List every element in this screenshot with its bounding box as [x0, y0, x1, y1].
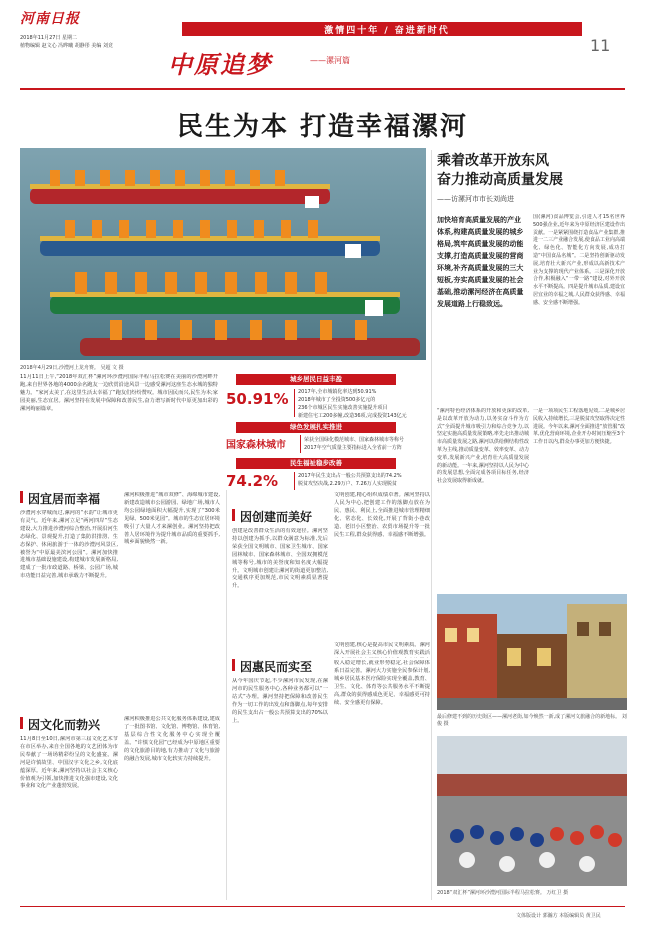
stat-2-text: 荣获全国绿化模范城市、国家森林城市等称号 2017年空气质量主要指标进入全省前一方阵 [304, 437, 405, 451]
column-divider [431, 150, 432, 900]
stat-1-value: 50.91% [226, 390, 289, 408]
section-title-culture: 因文化而勃兴 [28, 718, 101, 732]
interview-title-line1: 乘着改革开放东风 [437, 153, 549, 169]
masthead-rule [20, 88, 625, 90]
photo-caption: 2018年4月29日,沙澧河上龙舟赛。 吴超 文 摄 [20, 365, 124, 371]
stat-1-text: 2017年,全市城镇化率达到50.91% 2018年城市了全投资500多亿元的 236个市城区民生实施改善实施提升项目 新建住宅工200多幢,改造36项,完成投资143亿元 [298, 389, 407, 419]
editor-line: 植物编辑 赵文心 冯晔曦 胡静彤 美编 刘竞 [20, 43, 113, 49]
column-divider [226, 490, 227, 900]
section-title-create: 因创建而美好 [240, 510, 313, 524]
dragon-boat-photo [20, 148, 426, 360]
benefit-text-a: 从今年国庆节起,不少漯河市民发现,在漯河市的民生服务中心,各种业务都可以“一站式”办理。漯河坚持把保障和改善民生作为一切工作的出发点和落脚点,每年安排的民生支出占一般公共预算支出的70%以上。 [232, 678, 328, 724]
marathon-caption: 2018“双汇杯”漯河环沙澧河国际半程马拉松赛。 万红卫 摄 [437, 890, 569, 896]
masthead [0, 0, 645, 20]
stat-2-divider [300, 435, 301, 453]
culture-text-a: 11月8日至10日,漯河市第三届文化艺术节在市区举办,来自全国各地的文艺团体为市民奉献了一场场精彩纷呈的文化盛宴。漯河是许慎故里、中国汉字文化之乡,文化底蕴深厚。近年来,漯河坚持以社会主义核心价值观为引领,加快推进文化强市建设,文化事业和文化产业蓬勃发展。 [20, 736, 118, 790]
page-number: 11 [590, 36, 611, 55]
page-headline: 民生为本 打造幸福漯河 [176, 112, 469, 142]
newspaper-logo: 河南日报 [20, 11, 80, 27]
stat-3-header: 民生福祉稳步改善 [236, 458, 396, 469]
live-text-b: 漯河积极推进“城市双修”、海绵城市建设,新建改造城市公园游园、绿地广场,城市人均公园绿地面积大幅提升,实现了“300米见绿、500米见园”。城市的生态宜居环境吸引了大量人才来漯创业。漯河坚持把改善人居环境作为提升城市品质的重要抓手,城乡面貌焕然一新。 [124, 492, 220, 546]
stat-3-text: 2017年民生支出占一般公共预算支出的74.2% 脱贫攻坚决战,2.29万户、7.26万人实现脱贫 [298, 473, 402, 487]
stat-1-divider [294, 389, 295, 417]
old-street-illustration [437, 594, 627, 710]
interview-subtitle: ——访漯河市市长刘尚进 [437, 195, 514, 203]
intro-paragraph: 11月11日上午,“2018年双汇杯”漯河环沙澧河国际半程马拉松赛在美丽的沙澧河畔开跑,来自世界各地的4000余名跑友一边欣赏沿途风景一边感受漯河这座生态水城的独特魅力。“家河太美了,在这里生活太幸福了”跑友们纷纷赞叹。城市因民而兴,民生为本;家园美丽,生态宜居。漯河坚持在发展中保障和改善民生,奋力谱写新时代中原更加出彩的漯河绚丽篇章。 [20, 374, 218, 412]
create-text-b: 文明创建,精心组织成绩卓著。漯河坚持以人民为中心,把创建工作的落脚点放在为民、惠民、利民上,全面推进城市管理精细化、常态化、长效化,开展了背街小巷改造、老旧小区整治、农贸市场提升等一批民生工程,群众获得感、幸福感不断增强。 [334, 492, 430, 538]
create-text-a: 创建是改善群众生活的有效途径。漯河坚持以创建为抓手,以群众满意为标准,先后荣获全国文明城市、国家卫生城市、国家园林城市、国家森林城市、全国双拥模范城等称号,城市的美誉度和知名度大幅提升。文明城市创建让漯河的街道更加整洁,交通秩序更加规范,市民文明素质显著提升。 [232, 528, 328, 590]
footer-credits: 文体版设计 郭瀚方 本版编辑员 黄卫民 [516, 913, 601, 919]
old-street-caption: 最后修建不到的历史街区——漯河老街,如今焕然一新,成了漯河文旅融合的新地标。 刘俊 摄 [437, 714, 627, 727]
section-title-live: 因宜居而幸福 [28, 492, 101, 506]
stat-2-value: 国家森林城市 [226, 440, 286, 451]
stat-2-header: 绿色发展扎实推进 [236, 422, 396, 433]
footer-rule [20, 906, 625, 907]
stat-1-header: 城乡居民日益丰盈 [236, 374, 396, 385]
section-head-culture [20, 716, 118, 730]
marathon-illustration [437, 736, 627, 886]
live-text-a: 沙澧河水穿城而过,漯河的“水韵”让城市更有灵气。近年来,漯河立足“两河四岸”生态建设,大力推进沙澧河综合整治,开展沿河生态绿化、景观提升,打造了集防洪排涝、生态保护、休闲旅游于一体的沙澧河风景区,被誉为“中原最美滨河公园”。漯河加快推进城市基础设施建设,构建城市发展新格局,建成了一批市政道路、桥梁、公园广场,城市功能日益完善,城市承载力不断提升。 [20, 510, 118, 580]
dragon-boat-illustration [20, 148, 426, 360]
interview-lead: 加快培育高质量发展的产业体系,构建高质量发展的城乡格局,筑牢高质量发展的动能支撑,打造高质量发展的营商环境,补齐高质量发展的三大短板,夯实高质量发展的社会基础,推动漯河经济在高质量发展道路上行稳致远。 [437, 215, 524, 308]
section-head-live [20, 490, 118, 504]
marathon-photo [437, 736, 627, 886]
column-title: 中原追梦 [168, 50, 272, 79]
interview-title-line2: 奋力推动高质量发展 [437, 172, 563, 188]
date-line: 2018年11月27日 星期二 [20, 35, 78, 41]
col4-text-a: 文明创建,核心是提高市民文明素质。漯河深入开展社会主义核心价值观教育实践活 [334, 642, 430, 656]
interview-body-b: 国(漯河)食品博览会,引进人才15名世界500强企业,近年来为中原经济区建设作出贡献。一是紧紧围绕打造食品产业集群,推进一二三产业融合发展,使食品工业向高端化、绿色化、智能化方向发展,成功打造“中国食品名城”。二是坚持创新驱动发展,培育壮大新兴产业,形成以高新技术产业为支撑的现代产业体系。三是深化开放合作,积极融入“一带一路”建设,对外开放水平不断提高。四是提升城市品质,建设宜居宜业的幸福之城,人民群众获得感、幸福感、安全感不断增强。 [533, 214, 625, 306]
section-head-create [232, 508, 328, 522]
section-head-benefit [232, 658, 328, 672]
culture-text-b: 漯河积极推进公共文化服务体系建设,建成了一批图书馆、文化馆、博物馆、体育馆,基层综合性文化服务中心实现全覆盖。“许慎文化园”已经成为中原地区重要的文化旅游目的地,有力推动了文化与旅游的融合发展,城市文化软实力持续提升。 [124, 716, 220, 762]
interview-body-a: “漯河特色经济体系的开放和更深的改革,是以改革开放为动力,以务实奋斗作为方式”全面提升城市吸引力和综合竞争力,以坚定实施高质量发展策略,率先走出推动城市高质量发展之路,漯河以供给侧结构性改革为主线,推动质量变革、效率变革、动力变革,发展新兴产业,培育壮大高质量发展的新动能。一年来,漯河坚持以人民为中心的发展思想,全面完成各项目标任务,经济社会发展取得新成就。 [437, 408, 529, 485]
column-subtitle: ——漯河篇 [310, 56, 350, 65]
slogan: 激情四十年 / 奋进新时代 [324, 26, 450, 36]
interview-body-c: 一是一项项民生工程落地见效,二是城乡居民收入持续增长,三是脱贫攻坚取得决定性进展。今年以来,漯河全面推进“放管服”改革,优化营商环境,企业开办时间压缩至3个工作日以内,群众办事更加方便快捷。 [533, 408, 625, 446]
interview-title [437, 152, 627, 190]
section-title-benefit: 因惠民而实至 [240, 660, 313, 674]
old-street-photo [437, 594, 627, 710]
stat-3-value: 74.2% [226, 472, 279, 490]
stat-3-divider [294, 472, 295, 490]
benefit-text-b: 收入稳定增长,就业形势稳定,社会保障体系日益完善。漯河大力实施全民参保计划,城乡居民基本医疗保险实现全覆盖,教育、卫生、文化、体育等公共服务水平不断提高,群众的获得感成色更足、幸福感更可持续、安全感更有保障。 [334, 660, 430, 706]
